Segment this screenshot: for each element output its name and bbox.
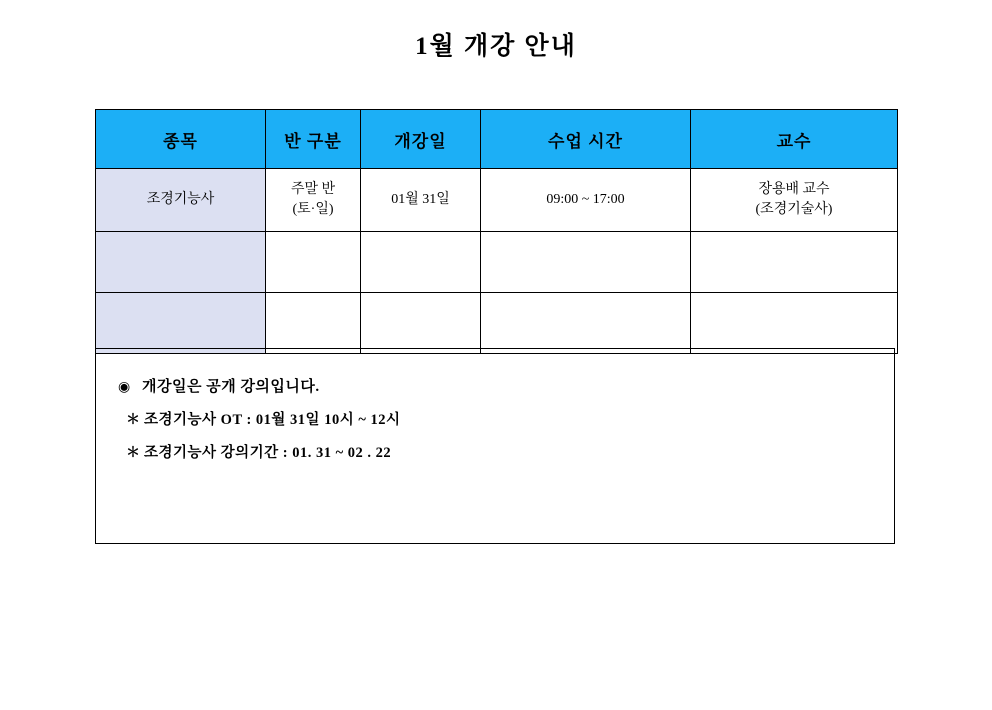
schedule-table: [95, 109, 898, 354]
cell-class-type: [266, 169, 361, 232]
page-title: 1월 개강 안내: [415, 33, 577, 60]
table-row: [96, 293, 898, 354]
asterisk-icon: ＊: [126, 413, 141, 428]
cell-class-type: [266, 293, 361, 354]
note-item: [118, 408, 894, 429]
cell-start-date: [361, 293, 481, 354]
notes-box: [95, 348, 895, 544]
cell-professor: [691, 232, 898, 293]
bullet-circle-icon: ◉: [118, 380, 131, 395]
cell-subject: [96, 232, 266, 293]
table-body: [96, 169, 898, 354]
cell-class-time: 09:00 ~ 17:00: [481, 169, 691, 232]
note-text: 조경기능사 강의기간 : 01. 31 ~ 02 . 22: [144, 445, 392, 461]
note-item: [118, 375, 894, 396]
note-text: 조경기능사 OT : 01월 31일 10시 ~ 12시: [144, 412, 401, 428]
cell-class-type-line1: 주말 반: [290, 181, 336, 197]
table-header: [96, 110, 898, 169]
note-text: 개강일은 공개 강의입니다.: [142, 379, 320, 395]
cell-class-type-line2: (토·일): [292, 202, 334, 217]
column-header-subject: 종목: [96, 110, 266, 169]
cell-class-type: [266, 232, 361, 293]
column-header-professor: 교수: [691, 110, 898, 169]
column-header-start-date: 개강일: [361, 110, 481, 169]
cell-professor-line2: (조경기술사): [755, 202, 833, 217]
cell-class-time: [481, 232, 691, 293]
cell-class-time: [481, 293, 691, 354]
cell-start-date: [361, 232, 481, 293]
note-item: [118, 441, 894, 462]
cell-subject: [96, 293, 266, 354]
schedule-table-container: [95, 109, 897, 354]
table-header-row: [96, 110, 898, 169]
cell-start-date: 01월 31일: [361, 169, 481, 232]
table-row: [96, 169, 898, 232]
column-header-class-type: 반 구분: [266, 110, 361, 169]
column-header-class-time: 수업 시간: [481, 110, 691, 169]
asterisk-icon: ＊: [126, 446, 141, 461]
table-row: [96, 232, 898, 293]
cell-subject: 조경기능사: [96, 169, 266, 232]
cell-professor: [691, 293, 898, 354]
cell-professor-line1: 장용배 교수: [758, 181, 830, 197]
cell-professor: [691, 169, 898, 232]
